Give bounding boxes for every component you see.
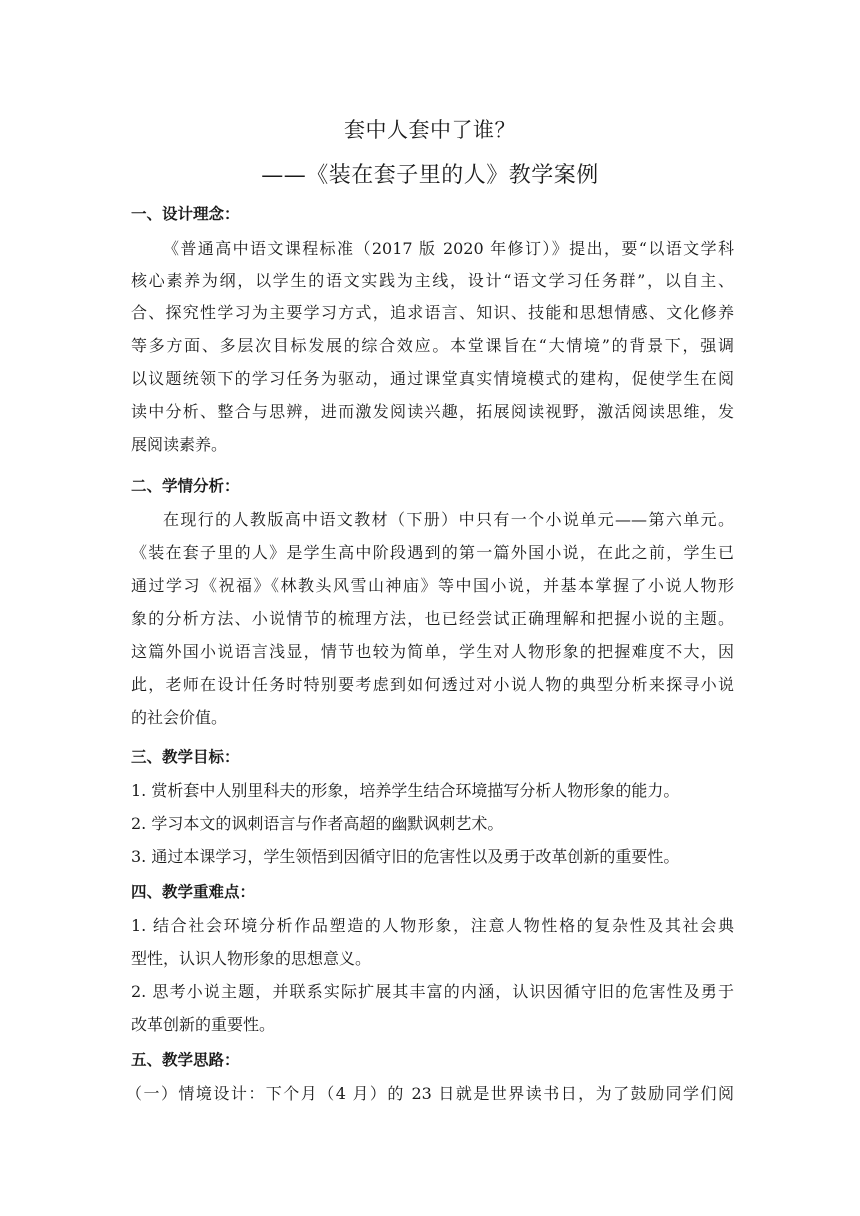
- paragraph-line: 的社会价值。: [131, 708, 228, 727]
- paragraph-line: 《装在套子里的人》是学生高中阶段遇到的第一篇外国小说，在此之前，学生已: [131, 543, 734, 562]
- section-heading-teaching-goals: 三、教学目标：: [131, 747, 240, 766]
- paragraph-line: 这篇外国小说语言浅显，情节也较为简单，学生对人物形象的把握难度不大，因: [131, 642, 734, 661]
- paragraph-line: 以议题统领下的学习任务为驱动，通过课堂真实情境模式的建构，促使学生在阅: [131, 369, 734, 388]
- list-item: 2. 学习本文的讽刺语言与作者高超的幽默讽刺艺术。: [131, 814, 504, 833]
- list-item: 1. 结合社会环境分析作品塑造的人物形象，注意人物性格的复杂性及其社会典: [131, 916, 734, 935]
- paragraph-line: 等多方面、多层次目标发展的综合效应。本堂课旨在“大情境”的背景下，强调: [131, 336, 734, 355]
- section-heading-teaching-approach: 五、教学思路：: [131, 1050, 240, 1069]
- section-heading-design-concept: 一、设计理念：: [131, 204, 240, 223]
- paragraph-line: 在现行的人教版高中语文教材（下册）中只有一个小说单元——第六单元。: [163, 510, 734, 529]
- paragraph-line: 读中分析、整合与思辨，进而激发阅读兴趣，拓展阅读视野，激活阅读思维，发: [131, 402, 734, 421]
- paragraph-line: 合、探究性学习为主要学习方式，追求语言、知识、技能和思想情感、文化修养: [131, 303, 734, 322]
- page-title: 套中人套中了谁？: [344, 118, 516, 142]
- list-item: 型性，认识人物形象的思想意义。: [131, 949, 372, 968]
- list-item: 3. 通过本课学习，学生领悟到因循守旧的危害性以及勇于改革创新的重要性。: [131, 847, 680, 866]
- paragraph-line: 核心素养为纲，以学生的语文实践为主线，设计“语文学习任务群”，以自主、: [131, 271, 734, 290]
- section-heading-student-analysis: 二、学情分析：: [131, 476, 240, 495]
- list-item: 改革创新的重要性。: [131, 1015, 276, 1034]
- section-heading-key-points: 四、教学重难点：: [131, 882, 256, 901]
- paragraph-line: 通过学习《祝福》《林教头风雪山神庙》等中国小说，并基本掌握了小说人物形: [131, 576, 734, 595]
- list-item: 2. 思考小说主题，并联系实际扩展其丰富的内涵，认识因循守旧的危害性及勇于: [131, 982, 734, 1001]
- page-subtitle: ——《装在套子里的人》教学案例: [261, 163, 599, 188]
- paragraph-line: 象的分析方法、小说情节的梳理方法，也已经尝试正确理解和把握小说的主题。: [131, 609, 734, 628]
- paragraph-line: 此，老师在设计任务时特别要考虑到如何透过对小说人物的典型分析来探寻小说: [131, 675, 734, 694]
- paragraph-line: （一）情境设计：下个月（4 月）的 23 日就是世界读书日，为了鼓励同学们阅: [126, 1084, 734, 1103]
- paragraph-line: 《普通高中语文课程标准（2017 版 2020 年修订）》提出，要“以语文学科: [163, 239, 734, 258]
- list-item: 1. 赏析套中人别里科夫的形象，培养学生结合环境描写分析人物形象的能力。: [131, 781, 680, 800]
- paragraph-line: 展阅读素养。: [131, 435, 228, 454]
